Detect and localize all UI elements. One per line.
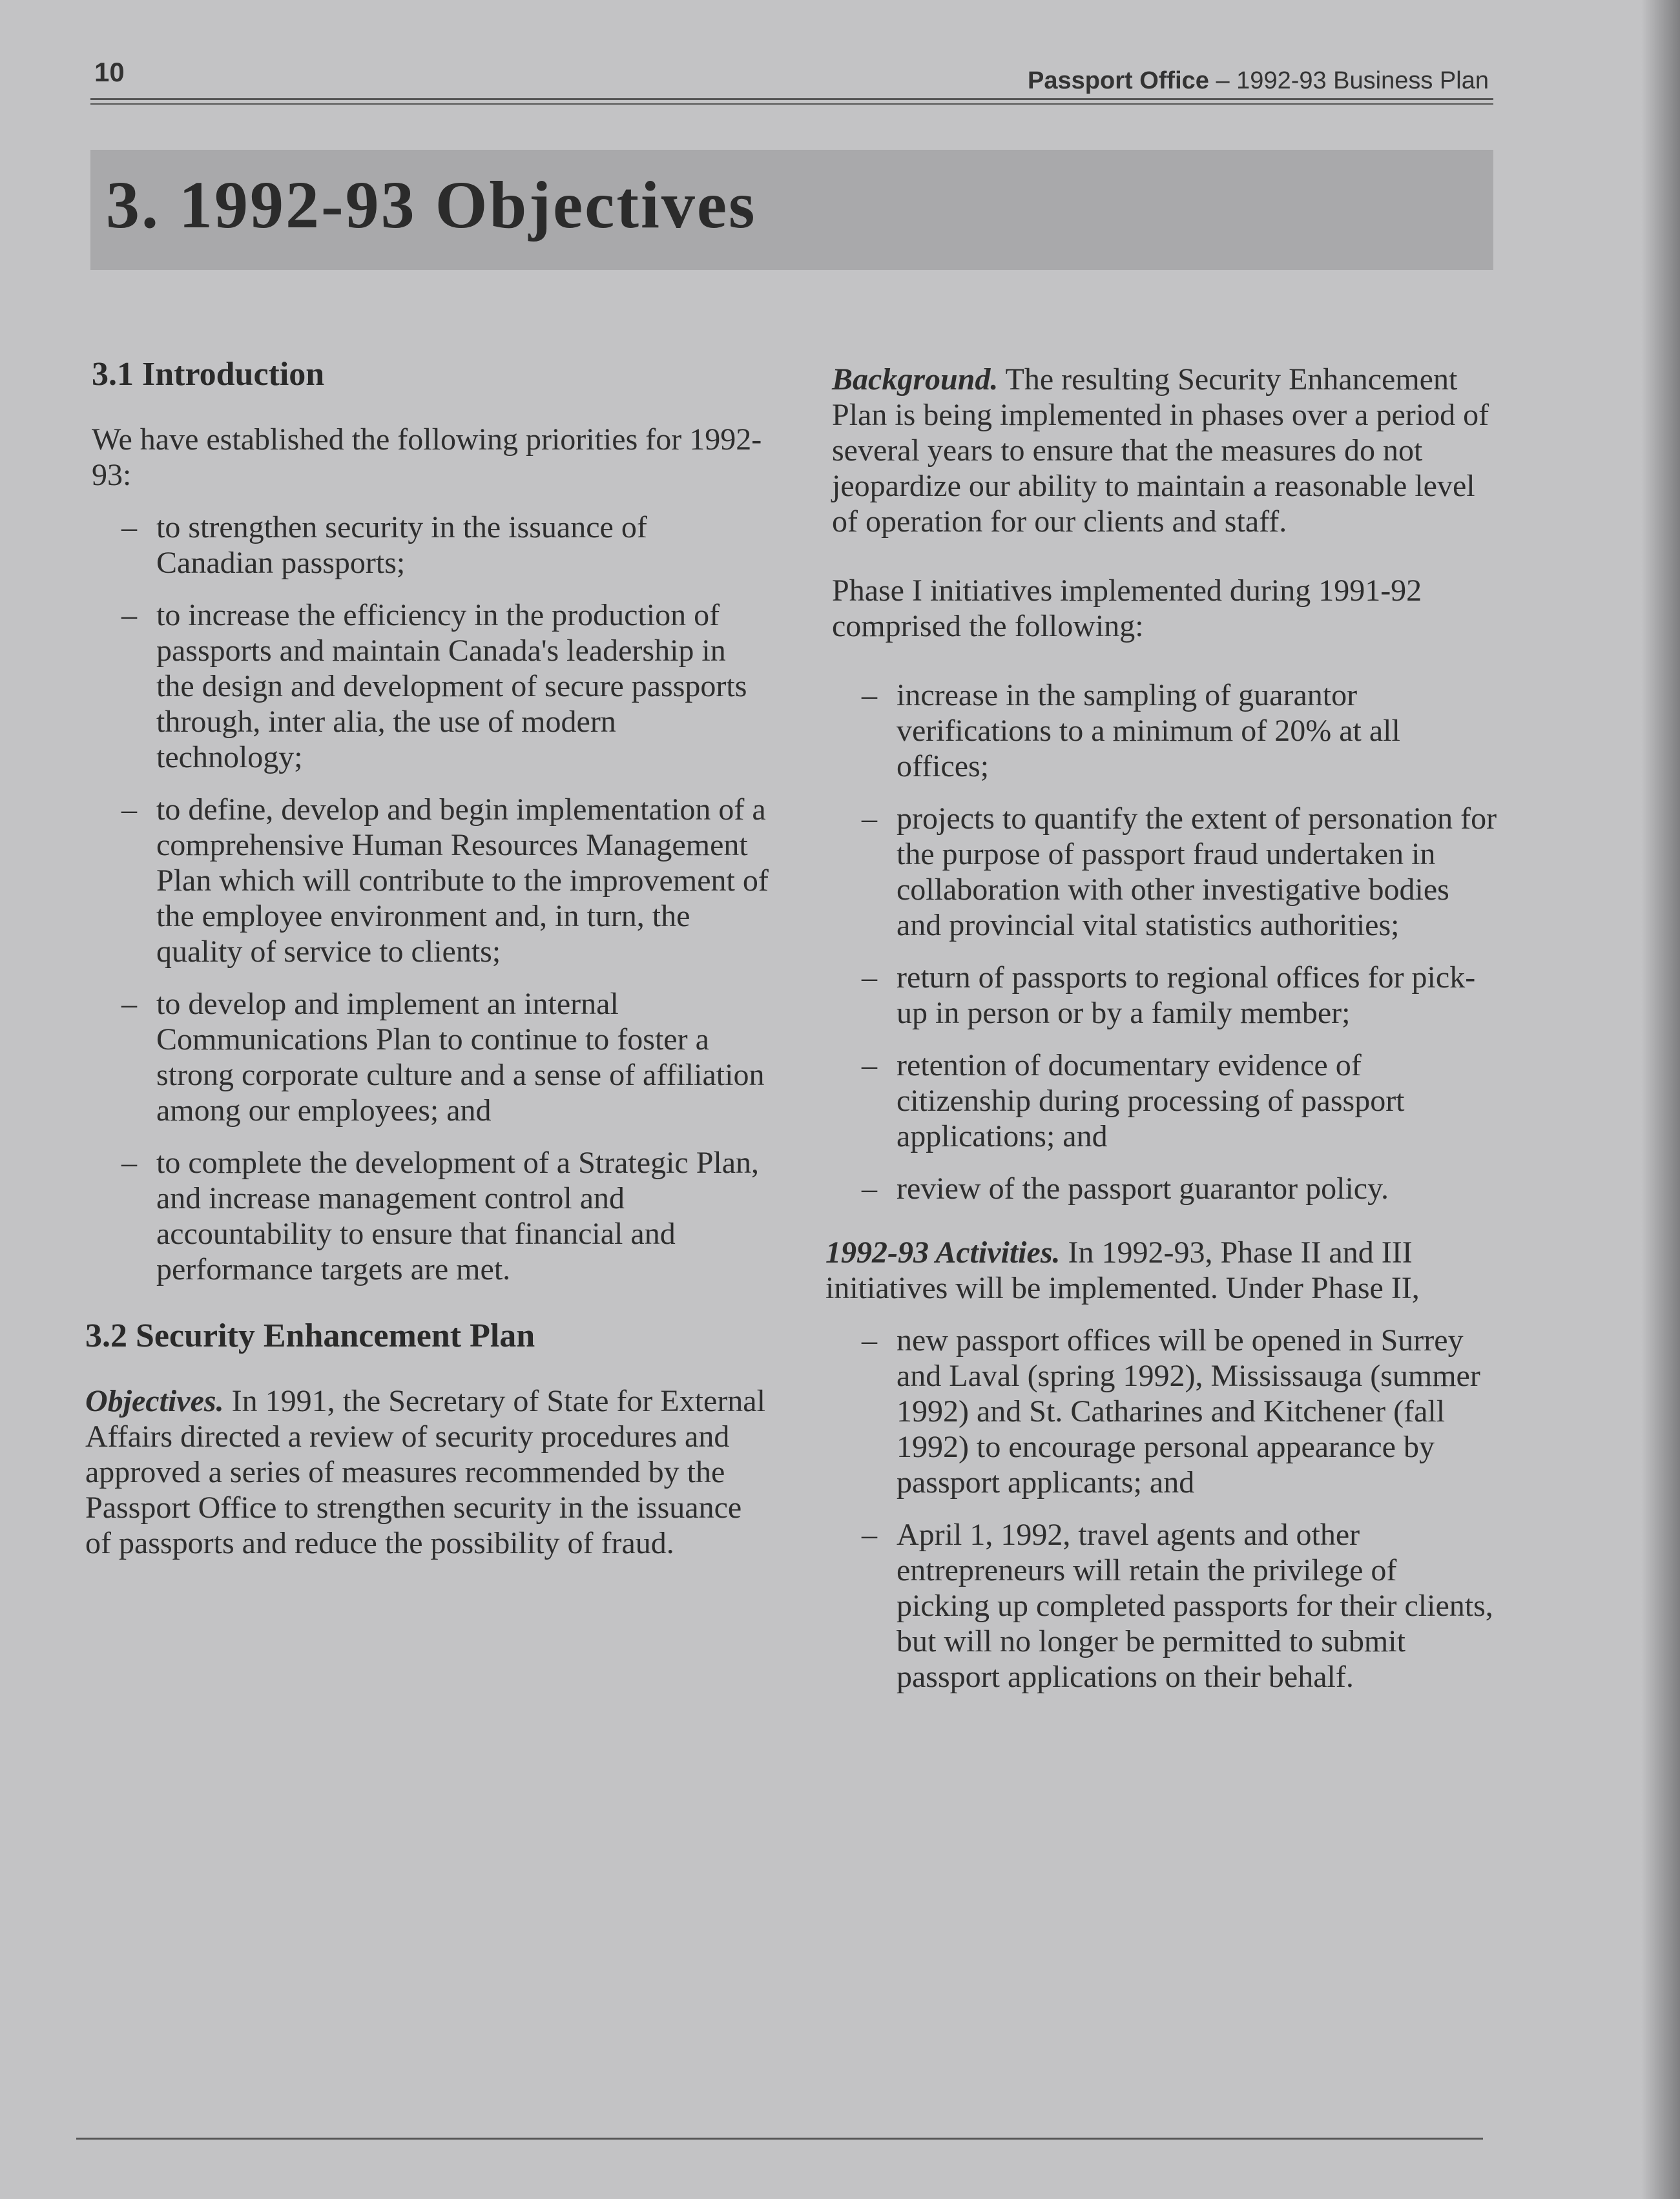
priorities-list <box>85 510 770 1287</box>
left-column <box>85 355 770 1561</box>
chapter-title: 3. 1992-93 Objectives <box>106 168 757 242</box>
phase1-intro-paragraph: Phase I initiatives implemented during 1991-92 comprised the following: <box>832 573 1422 643</box>
objectives-lead: Objectives. <box>85 1384 224 1418</box>
list-item: – to complete the development of a Strategic Plan, and increase management control and accountability to ensure that financial and performance targets are met. <box>85 1145 770 1287</box>
list-item: – review of the passport guarantor policy. <box>825 1171 1497 1206</box>
background-text: The resulting Security Enhancement Plan is being implemented in phases over a period of several years to ensure that the measures do not jeopardize our ability to maintain a reasonable level of operation for our clients and staff. <box>832 362 1489 539</box>
list-item: – retention of documentary evidence of citizenship during processing of passport applications; and <box>825 1048 1497 1154</box>
background-lead: Background. <box>832 362 999 397</box>
section-title-security-plan: 3.2 Security Enhancement Plan <box>85 1317 535 1354</box>
background-paragraph <box>832 362 1497 539</box>
right-column <box>825 362 1497 1711</box>
running-header-doc: – 1992-93 Business Plan <box>1208 67 1489 94</box>
running-header <box>1028 67 1489 95</box>
phase1-list <box>825 677 1497 1206</box>
page-edge-shadow <box>1641 0 1680 2199</box>
list-item: – new passport offices will be opened in Surrey and Laval (spring 1992), Mississauga (summer 1992) and St. Catharines and Kitchener (fall 1992) to encourage personal appearance by passport applicants; and <box>825 1323 1497 1500</box>
section-title-introduction: 3.1 Introduction <box>92 356 325 393</box>
list-item: – return of passports to regional offices for pick-up in person or by a family member; <box>825 960 1497 1031</box>
list-item: – to develop and implement an internal Communications Plan to continue to foster a strong corporate culture and a sense of affiliation among our employees; and <box>85 986 770 1128</box>
activities-paragraph <box>825 1235 1497 1306</box>
page-number: 10 <box>94 57 125 87</box>
list-item: – increase in the sampling of guarantor verifications to a minimum of 20% at all offices; <box>825 677 1497 784</box>
list-item: – to define, develop and begin implementation of a comprehensive Human Resources Management Plan which will contribute to the improvement of the employee environment and, in turn, the quality of service to clients; <box>85 792 770 969</box>
list-item: – April 1, 1992, travel agents and other entrepreneurs will retain the privilege of picking up completed passports for their clients, but will no longer be permitted to submit passport applications on their behalf. <box>825 1517 1497 1695</box>
activities-text: In 1992-93, Phase II and III initiatives will be implemented. Under Phase II, <box>825 1235 1420 1305</box>
list-item: – projects to quantify the extent of personation for the purpose of passport fraud undertaken in collaboration with other investigative bodies and provincial vital statistics authorities; <box>825 801 1497 943</box>
activities-lead: 1992-93 Activities. <box>825 1235 1061 1270</box>
footer-rule <box>76 2138 1483 2140</box>
list-item: – to increase the efficiency in the production of passports and maintain Canada's leadership in the design and development of secure passports through, inter alia, the use of modern technology; <box>85 597 770 775</box>
running-header-org: Passport Office <box>1028 67 1209 94</box>
introduction-paragraph: We have established the following priorities for 1992-93: <box>92 422 762 492</box>
header-rule <box>90 98 1493 105</box>
chapter-banner <box>90 150 1493 270</box>
objectives-paragraph <box>85 1383 770 1561</box>
activities-list <box>825 1323 1497 1695</box>
list-item: – to strengthen security in the issuance of Canadian passports; <box>85 510 770 581</box>
objectives-text: In 1991, the Secretary of State for External Affairs directed a review of security procedures and approved a series of measures recommended by the Passport Office to strengthen security in the issuance of passports and reduce the possibility of fraud. <box>85 1384 765 1560</box>
